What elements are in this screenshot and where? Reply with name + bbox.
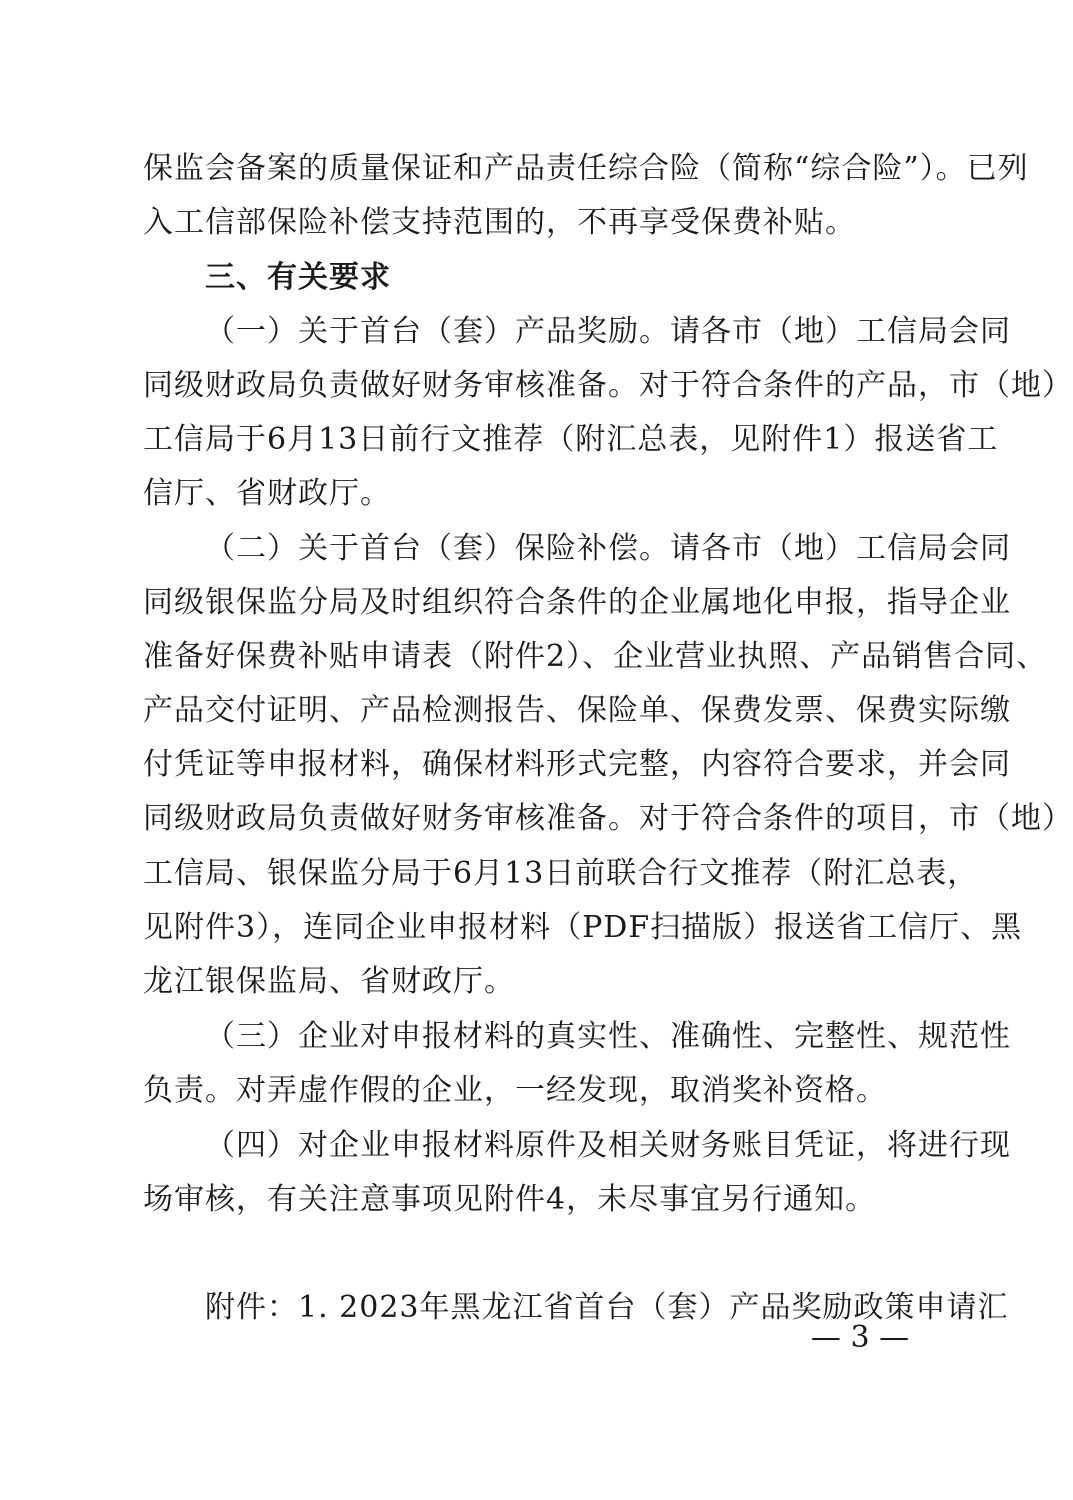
- body-line: 产品交付证明、产品检测报告、保险单、保费发票、保费实际缴: [143, 693, 1011, 728]
- paragraph-3-start: （三）企业对申报材料的真实性、准确性、完整性、规范性: [205, 1019, 1011, 1054]
- body-line: 入工信部保险补偿支持范围的，不再享受保费补贴。: [143, 205, 856, 240]
- body-line: 保监会备案的质量保证和产品责任综合险（简称“综合险”）。已列: [143, 151, 1029, 186]
- body-line: 信厅、省财政厅。: [143, 476, 391, 511]
- body-line: 工信局、银保监分局于6月13日前联合行文推荐（附汇总表，: [143, 856, 979, 891]
- paragraph-2-start: （二）关于首台（套）保险补偿。请各市（地）工信局会同: [205, 531, 1011, 566]
- body-line: 同级财政局负责做好财务审核准备。对于符合条件的产品，市（地）: [143, 368, 1073, 403]
- body-line: 同级银保监分局及时组织符合条件的企业属地化申报，指导企业: [143, 585, 1011, 620]
- paragraph-4-start: （四）对企业申报材料原件及相关财务账目凭证，将进行现: [205, 1128, 1011, 1163]
- body-line: 龙江银保监局、省财政厅。: [143, 964, 515, 999]
- body-line: 准备好保费补贴申请表（附件2）、企业营业执照、产品销售合同、: [143, 639, 1048, 674]
- body-line: 负责。对弄虚作假的企业，一经发现，取消奖补资格。: [143, 1073, 887, 1108]
- body-line: 场审核，有关注意事项见附件4，未尽事宜另行通知。: [143, 1182, 877, 1217]
- body-line: 同级财政局负责做好财务审核准备。对于符合条件的项目，市（地）: [143, 801, 1073, 836]
- attachment-line: 附件：1. 2023年黑龙江省首台（套）产品奖励政策申请汇: [205, 1290, 1009, 1325]
- body-line: 付凭证等申报材料，确保材料形式完整，内容符合要求，并会同: [143, 747, 1011, 782]
- page-number: — 3 —: [810, 1320, 910, 1355]
- paragraph-1-start: （一）关于首台（套）产品奖励。请各市（地）工信局会同: [205, 314, 1011, 349]
- body-line: 见附件3），连同企业申报材料（PDF扫描版）报送省工信厅、黑: [143, 910, 1023, 945]
- section-heading: 三、有关要求: [205, 260, 391, 295]
- body-line: 工信局于6月13日前行文推荐（附汇总表，见附件1）报送省工: [143, 422, 999, 457]
